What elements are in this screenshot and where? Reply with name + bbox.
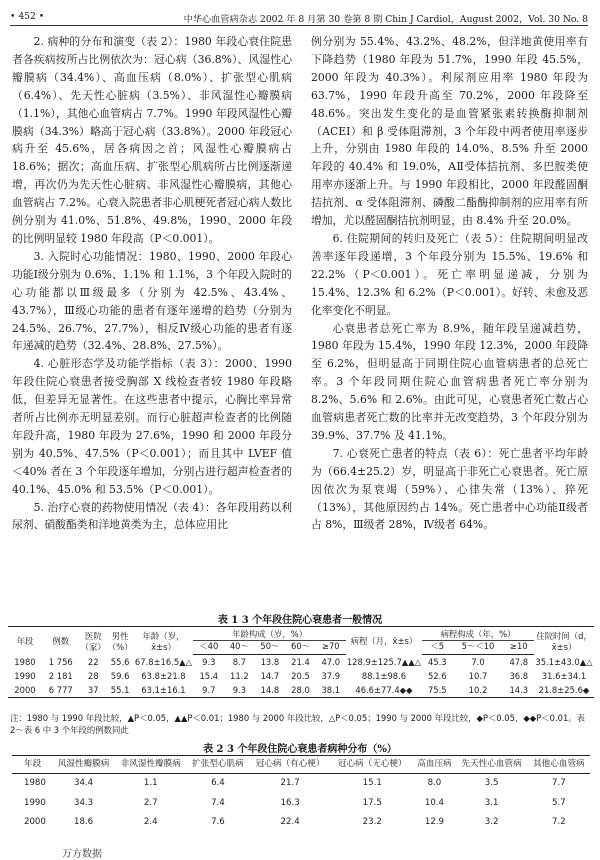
table1-note: 注：1980 与 1990 年段比较，▲P＜0.05，▲▲P＜0.01；1980 与 2000 年段比较，△P＜0.05；1990 与 2000 年段比较，◆P＜0.05，◆◆P＜0.01。表 2～表 6 中 3 个年段的例数同此: [10, 713, 586, 735]
col-header: 年段: [8, 627, 42, 655]
page-number: • 452 •: [10, 11, 45, 22]
table-cell: 36.8: [509, 671, 529, 681]
paragraph: 心衰患者总死亡率为 8.9%，随年段呈递减趋势，1980 年段为 15.4%，1990 年段 12.3%，2000 年段降至 6.2%，但明显高于同期住院心血管病患者的总死亡率。3 个年段同期住院心血管病患者死亡率分别为 8.2%、5.6% 和 2.6%。由此可见，心衰患者死亡数占心血管病患者死亡数的比率并无改变趋势，3 个年段分别为 39.9%、37.7% 及 41.1%。: [311, 321, 588, 442]
table-cell: 1990: [14, 671, 36, 681]
paragraph: 2. 病种的分布和演变（表 2）：1980 年段心衰住院患者各疾病按所占比例依次为：冠心病（36.8%）、风湿性心瓣膜病（34.4%）、高血压病（8.0%）、扩张型心肌病（6.4%）、先天性心脏病（3.5%）、非风湿性心瓣膜病（1.1%），其他心血管病占 7.7%。1990 年段风湿性心瓣膜病（34.3%）略高于冠心病（33.8%）。2000 年段冠心病升至 45.6%，居各病因之首；风湿性心瓣膜病占 18.6%；据次；高血压病、扩张型心肌病所占比例逐渐递增，再次仍为先天性心脏病、非风湿性心瓣膜病，其他心血管病占 7.2%。心衰入院患者非心肌梗死者冠心病人数比例分别为 41.0%、51.8%、49.8%，1990、2000 年段的比例明显较 1980 年段高（P＜0.001）。: [12, 35, 292, 245]
col-header: 男性（%）: [107, 627, 134, 655]
table-cell: 12.9: [424, 817, 444, 827]
paragraph: 3. 入院时心功能情况：1980、1990、2000 年段心功能Ⅰ级分别为 0.6%、1.1% 和 1.1%，3 个年段入院时的心功能都以Ⅲ级最多（分别为 42.5%、43.4%、43.7%），Ⅲ级心功能的患者有逐年递增的趋势（分别为 24.5%、26.7%、27.7%），相反Ⅳ级心功能的患者有逐年递减的趋势（32.4%、28.8%、27.5%）。: [12, 249, 292, 353]
table-cell: 7.7: [552, 778, 566, 788]
table-cell: 37.9: [321, 671, 341, 681]
table-cell: 14.3: [504, 683, 534, 698]
table-cell: 9.3: [224, 683, 255, 698]
paragraph: 6. 住院期间的转归及死亡（表 5）：住院期间明显改善率逐年段递增，3 个年段分别为 15.5%、19.6% 和 22.2%（P＜0.001）。死亡率明显递减，分别为 15.4%、12.3% 和 6.2%（P＜0.001）。好转、未愈及恶化率变化不明显。: [311, 231, 588, 317]
table-cell: 22: [87, 656, 99, 667]
table-cell: 2000: [8, 683, 42, 698]
table-cell: 9.3: [202, 657, 216, 667]
table-cell: 88.1±98.6: [361, 671, 407, 681]
table-cell: 1980: [14, 656, 36, 667]
table-cell: 2000: [24, 817, 46, 827]
table-cell: 14.7: [260, 671, 280, 681]
table-cell: 8.0: [427, 778, 442, 788]
paragraph: 7. 心衰死亡患者的特点（表 6）：死亡患者平均年龄为（66.4±25.2）岁，明显高于非死亡心衰患者。死亡原因依次为泵衰竭（59%）、心律失常（13%）、猝死（13%），其他原因约占 14%。死亡患者中心功能Ⅱ级者占 8%，Ⅲ级者 28%，Ⅳ级者 64%。: [311, 446, 588, 532]
col-group-header: 病程构成（年，%）: [422, 627, 534, 641]
table-cell: 11.2: [230, 671, 249, 681]
table-cell: 28: [87, 671, 99, 681]
table-cell: 8.7: [232, 657, 247, 667]
table-cell: 21.7: [280, 778, 300, 788]
table-cell: 31.6±34.1: [541, 671, 587, 681]
col-header: 60～: [285, 641, 316, 655]
table-cell: 10.7: [468, 671, 488, 681]
table-cell: 21.8±25.6◆: [534, 683, 594, 698]
table-cell: 1990: [24, 797, 46, 808]
col-header: 冠心病（有心梗）: [249, 756, 331, 774]
table-cell: 128.9±125.7▲▲△: [346, 656, 422, 667]
col-header: 冠心病（无心梗）: [331, 756, 413, 774]
col-header: 40～: [224, 641, 255, 655]
table-cell: 45.3: [427, 657, 447, 667]
table-cell: 34.4: [74, 778, 94, 788]
table-cell: 18.6: [74, 817, 94, 827]
col-header: 其他心血管病: [528, 756, 590, 774]
col-header: 年龄（岁，x̄±s）: [133, 627, 193, 655]
col-header: ＜5: [422, 641, 452, 655]
table-row: [12, 794, 590, 814]
col-header: 50～: [255, 641, 286, 655]
table-cell: 9.7: [193, 683, 224, 698]
table-cell: 2.7: [143, 797, 158, 808]
col-header: 例数: [42, 627, 80, 655]
table-cell: 16.3: [280, 797, 300, 808]
col-header: 病程（月，x̄±s）: [346, 627, 422, 655]
table-cell: 7.0: [471, 657, 485, 667]
paragraph: 5. 治疗心衰的药物使用情况（表 4）：各年段用药以利尿剂、硝酸酯类和洋地黄类为主，总体应用比: [12, 500, 292, 532]
table-cell: 47.8: [509, 657, 529, 667]
table-cell: 1 756: [48, 656, 73, 667]
watermark: 万方数据: [62, 849, 102, 860]
table2-caption: 表 2 3 个年段住院心衰患者病种分布（%）: [203, 744, 397, 755]
table-cell: 22.4: [280, 817, 300, 827]
table-cell: 7.6: [211, 817, 225, 827]
right-column: [311, 33, 588, 534]
paragraph: 4. 心脏形态学及功能学指标（表 3）：2000、1990 年段住院心衰患者接受胸部 X 线检查者较 1980 年段略低，但差异无显著性。在这些患者中提示，心胸比率异常者所占比例亦无明显差别。而行心脏超声检查者的比例随年段升高，1980 年段为 27.6%，1990 和 2000 年段分别为 40.5%、47.5%（P＜0.001）；而且其中 LVEF 值＜40% 者在 3 个年段逐年增加，分别占进行超声检查者的 40.1%、45.0% 和 53.5%（P＜0.001）。: [12, 357, 292, 496]
table-cell: 5.7: [552, 797, 566, 808]
table-cell: 1.1: [143, 778, 158, 788]
table-cell: 6.4: [211, 778, 225, 788]
table-cell: 15.1: [362, 778, 382, 788]
table-cell: 67.8±16.5▲△: [134, 656, 193, 667]
col-group-header: 年龄构成（岁，%）: [193, 627, 345, 641]
table-cell: 47.0: [321, 657, 341, 667]
table-cell: 14.8: [255, 683, 286, 698]
table-row: [8, 655, 594, 670]
table-cell: 7.2: [552, 817, 566, 827]
table-cell: 3.2: [484, 817, 499, 827]
table1: [8, 626, 594, 698]
table-cell: 2 181: [48, 671, 73, 681]
col-header: 年段: [12, 756, 52, 774]
table-cell: 55.6: [110, 656, 130, 667]
table-cell: 1980: [24, 778, 46, 788]
table-cell: 38.1: [316, 683, 346, 698]
col-header: 5～＜10: [452, 641, 503, 655]
table-cell: 52.6: [427, 671, 447, 681]
col-header: 医院（家）: [80, 627, 107, 655]
table-cell: 3.1: [484, 797, 499, 808]
table-cell: 23.2: [362, 817, 382, 827]
col-header: 住院时间（d，x̄±s）: [534, 627, 594, 655]
table-cell: 7.4: [211, 797, 225, 808]
table-cell: 28.0: [285, 683, 316, 698]
table-cell: 55.1: [107, 683, 134, 698]
table-cell: 13.8: [260, 657, 280, 667]
table-cell: 15.4: [199, 671, 219, 681]
col-header: 非风湿性瓣膜病: [115, 756, 187, 774]
table-cell: 35.1±43.0▲△: [535, 656, 593, 667]
table-cell: 37: [80, 683, 107, 698]
col-header: 风湿性瓣膜病: [52, 756, 114, 774]
table-cell: 63.8±21.8: [141, 671, 186, 681]
table2: [12, 755, 590, 833]
table-cell: 21.4: [291, 657, 310, 667]
paragraph: 例分别为 55.4%、43.2%、48.2%，但洋地黄使用率有下降趋势（1980 年段为 51.7%，1990 年段 45.5%，2000 年段为 40.3%）。利尿剂应用率 1980 年段为 63.7%，1990 年段升高至 70.2%，2000 年段降至 48.6%。突出发生变化的是血管紧张素转换酶抑制剂（ACEI）和 β 受体阻滞剂，3 个年段中两者使用率逐步上升，分别由 1980 年段的 14.0%、8.5% 升至 2000 年段的 40.4% 和 19.0%，AⅡ受体拮抗剂、多巴胺类使用率亦逐渐上升。与 1990 年段相比，2000 年段醛固酮拮抗剂、α 受体阻滞剂、磷酸二酯酶抑制剂的应用率有所增加，尤以醛固酮拮抗剂明显，由 8.4% 升至 20.0%。: [311, 35, 588, 228]
table-cell: 3.5: [484, 778, 499, 788]
table-row: [12, 774, 590, 794]
table-row: [8, 669, 594, 683]
col-header: 扩张型心肌病: [187, 756, 249, 774]
table-cell: 63.1±16.1: [133, 683, 193, 698]
table-cell: 2.4: [143, 817, 158, 827]
table-cell: 6 777: [42, 683, 80, 698]
col-header: ≥70: [316, 641, 346, 655]
col-header: 高血压病: [413, 756, 455, 774]
table-cell: 20.5: [291, 671, 310, 681]
table-cell: 10.2: [452, 683, 503, 698]
col-header: 先天性心血管病: [456, 756, 528, 774]
table-cell: 17.5: [362, 797, 382, 808]
table-cell: 34.3: [74, 797, 94, 808]
table-row: [12, 813, 590, 833]
table-cell: 75.5: [422, 683, 452, 698]
left-column: [12, 33, 292, 534]
table1-caption: 表 1 3 个年段住院心衰患者一般情况: [217, 615, 383, 626]
col-header: ＜40: [193, 641, 224, 655]
journal-citation: 中华心血管病杂志 2002 年 8 月第 30 卷第 8 期 Chin J Cardiol，August 2002，Vol. 30 No. 8: [183, 14, 588, 25]
running-header: [10, 9, 588, 26]
table-cell: 10.4: [424, 797, 444, 808]
table-cell: 59.6: [110, 671, 130, 681]
table-row: [8, 683, 594, 698]
table-cell: 46.6±77.4◆◆: [346, 683, 422, 698]
col-header: ≥10: [504, 641, 534, 655]
